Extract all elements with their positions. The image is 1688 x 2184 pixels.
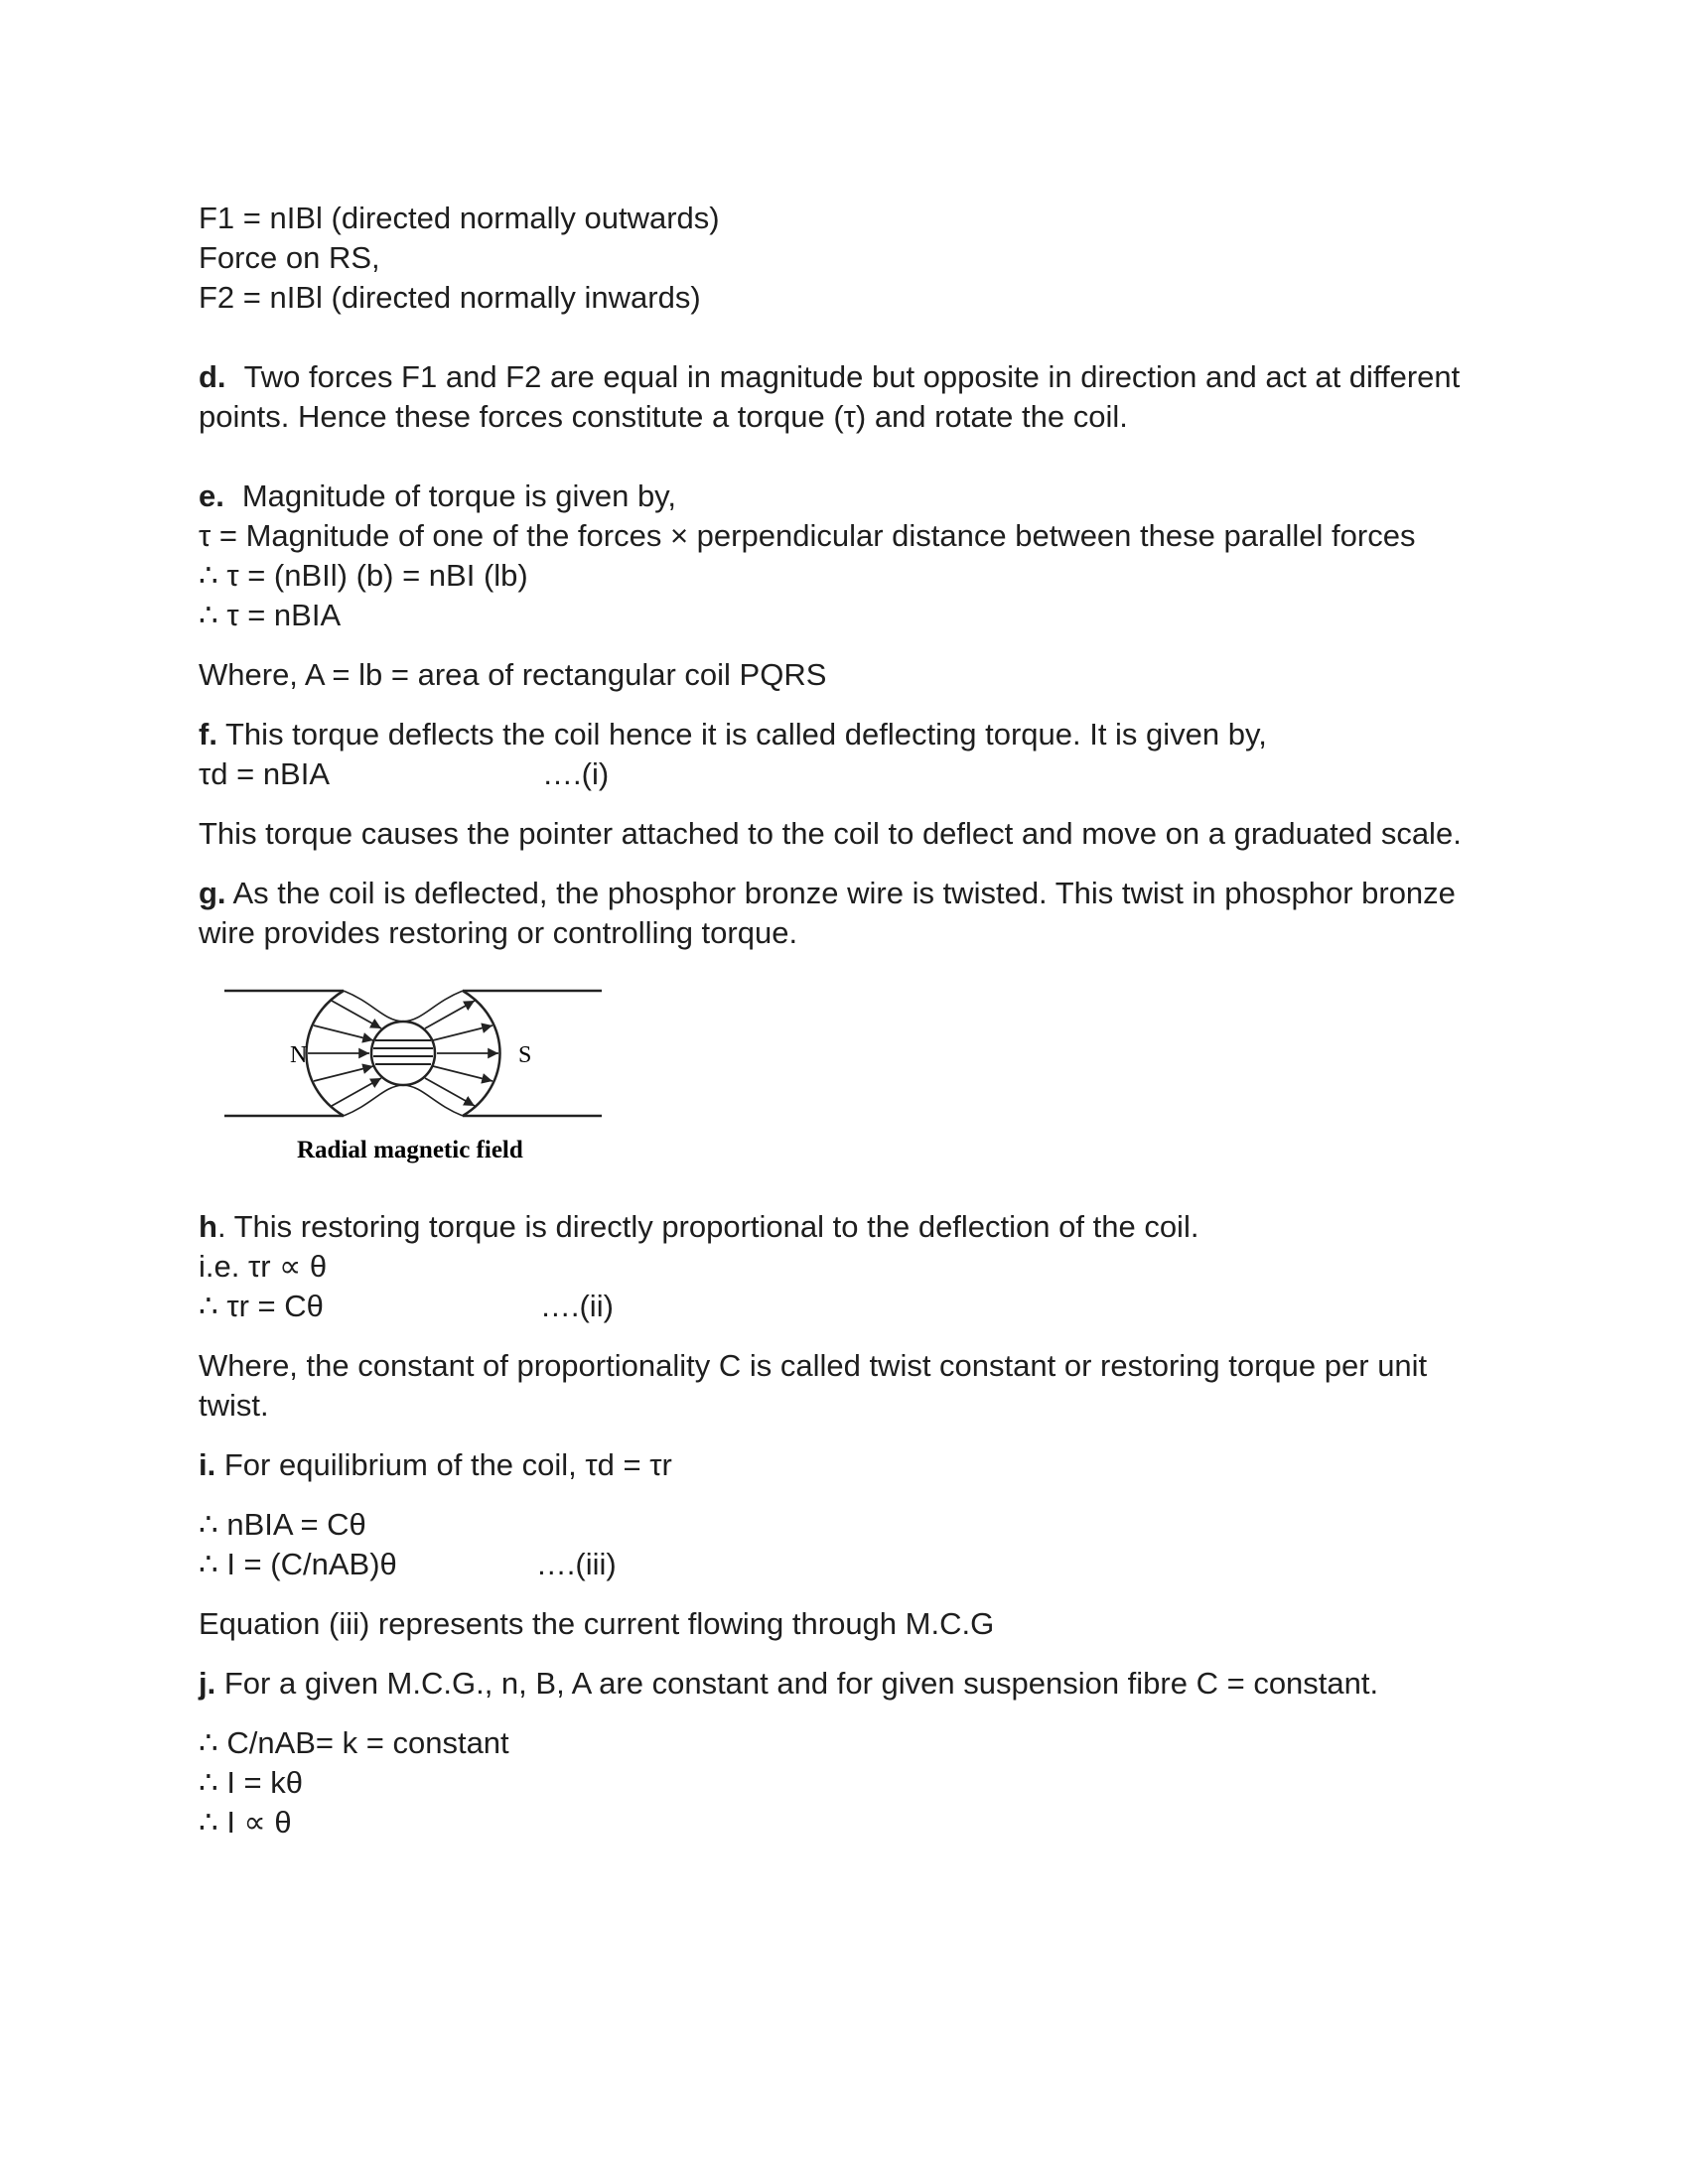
item-g xyxy=(199,874,1489,953)
item-j-text: For a given M.C.G., n, B, A are constant and for given suspension fibre C = constant. xyxy=(223,1666,1379,1701)
item-h-eq: ∴ τr = Cθ xyxy=(199,1289,324,1323)
radial-field-diagram xyxy=(224,981,641,1179)
item-j-eq1: ∴ C/nAB= k = constant xyxy=(199,1725,509,1760)
item-h-text: . This restoring torque is directly proportional to the deflection of the coil. xyxy=(216,1209,1199,1244)
item-g-label: g. xyxy=(199,876,226,910)
item-i-text: For equilibrium of the coil, τd = τr xyxy=(223,1447,672,1482)
item-h-ie: i.e. τr ∝ θ xyxy=(199,1249,328,1284)
item-f-label: f. xyxy=(199,717,217,751)
pole-label-n: N xyxy=(290,1042,308,1068)
f2-line: F2 = nIBl (directed normally inwards) xyxy=(199,280,701,315)
item-f-note: This torque causes the pointer attached to the coil to deflect and move on a graduated scale. xyxy=(199,816,1462,851)
soft-iron-core xyxy=(371,1022,435,1085)
item-i-equation2 xyxy=(199,1545,1489,1584)
figure-caption: Radial magnetic field xyxy=(297,1137,523,1163)
item-j-eq2: ∴ I = kθ xyxy=(199,1765,304,1800)
item-h-eq-tag: ….(ii) xyxy=(539,1289,614,1323)
item-i xyxy=(199,1445,1489,1485)
item-i-note: Equation (iii) represents the current flowing through M.C.G xyxy=(199,1606,995,1641)
item-d-text: Two forces F1 and F2 are equal in magnitude but opposite in direction and act at different points. Hence these forces constitute a torque (τ) and rotate the coil. xyxy=(199,359,1461,434)
pole-label-s: S xyxy=(518,1042,532,1068)
item-i-eq2: ∴ I = (C/nAB)θ xyxy=(199,1547,397,1581)
item-d xyxy=(199,357,1489,437)
radial-field-figure xyxy=(224,981,641,1179)
item-e-line3: ∴ τ = (nBIl) (b) = nBI (lb) xyxy=(199,558,528,593)
item-e-label: e. xyxy=(199,478,224,513)
item-i-eq2-tag: ….(iii) xyxy=(535,1547,617,1581)
item-g-text: As the coil is deflected, the phosphor bronze wire is twisted. This twist in phosphor bronze wire provides restoring or controlling torque. xyxy=(199,876,1456,950)
item-h-label: h xyxy=(199,1209,217,1244)
item-e xyxy=(199,477,1489,516)
force-rs-line: Force on RS, xyxy=(199,240,380,275)
item-f-equation xyxy=(199,754,1489,794)
item-h-where: Where, the constant of proportionality C is called twist constant or restoring torque per unit twist. xyxy=(199,1348,1428,1423)
item-e-line1: Magnitude of torque is given by, xyxy=(241,478,676,513)
item-j xyxy=(199,1664,1489,1704)
item-d-label: d. xyxy=(199,359,226,394)
document-content xyxy=(199,199,1489,1843)
item-e-where: Where, A = lb = area of rectangular coil PQRS xyxy=(199,657,827,692)
item-f-eq-tag: ….(i) xyxy=(542,756,610,791)
item-e-line2: τ = Magnitude of one of the forces × perpendicular distance between these parallel forces xyxy=(199,518,1416,553)
item-i-label: i. xyxy=(199,1447,216,1482)
item-j-eq3: ∴ I ∝ θ xyxy=(199,1805,292,1840)
item-e-line4: ∴ τ = nBIA xyxy=(199,598,342,632)
item-f-text: This torque deflects the coil hence it is called deflecting torque. It is given by, xyxy=(225,717,1267,751)
item-f xyxy=(199,715,1489,754)
item-j-label: j. xyxy=(199,1666,216,1701)
f1-line: F1 = nIBl (directed normally outwards) xyxy=(199,201,720,235)
item-h xyxy=(199,1207,1489,1247)
item-i-eq1: ∴ nBIA = Cθ xyxy=(199,1507,366,1542)
item-f-eq: τd = nBIA xyxy=(199,756,331,791)
item-h-equation xyxy=(199,1287,1489,1326)
